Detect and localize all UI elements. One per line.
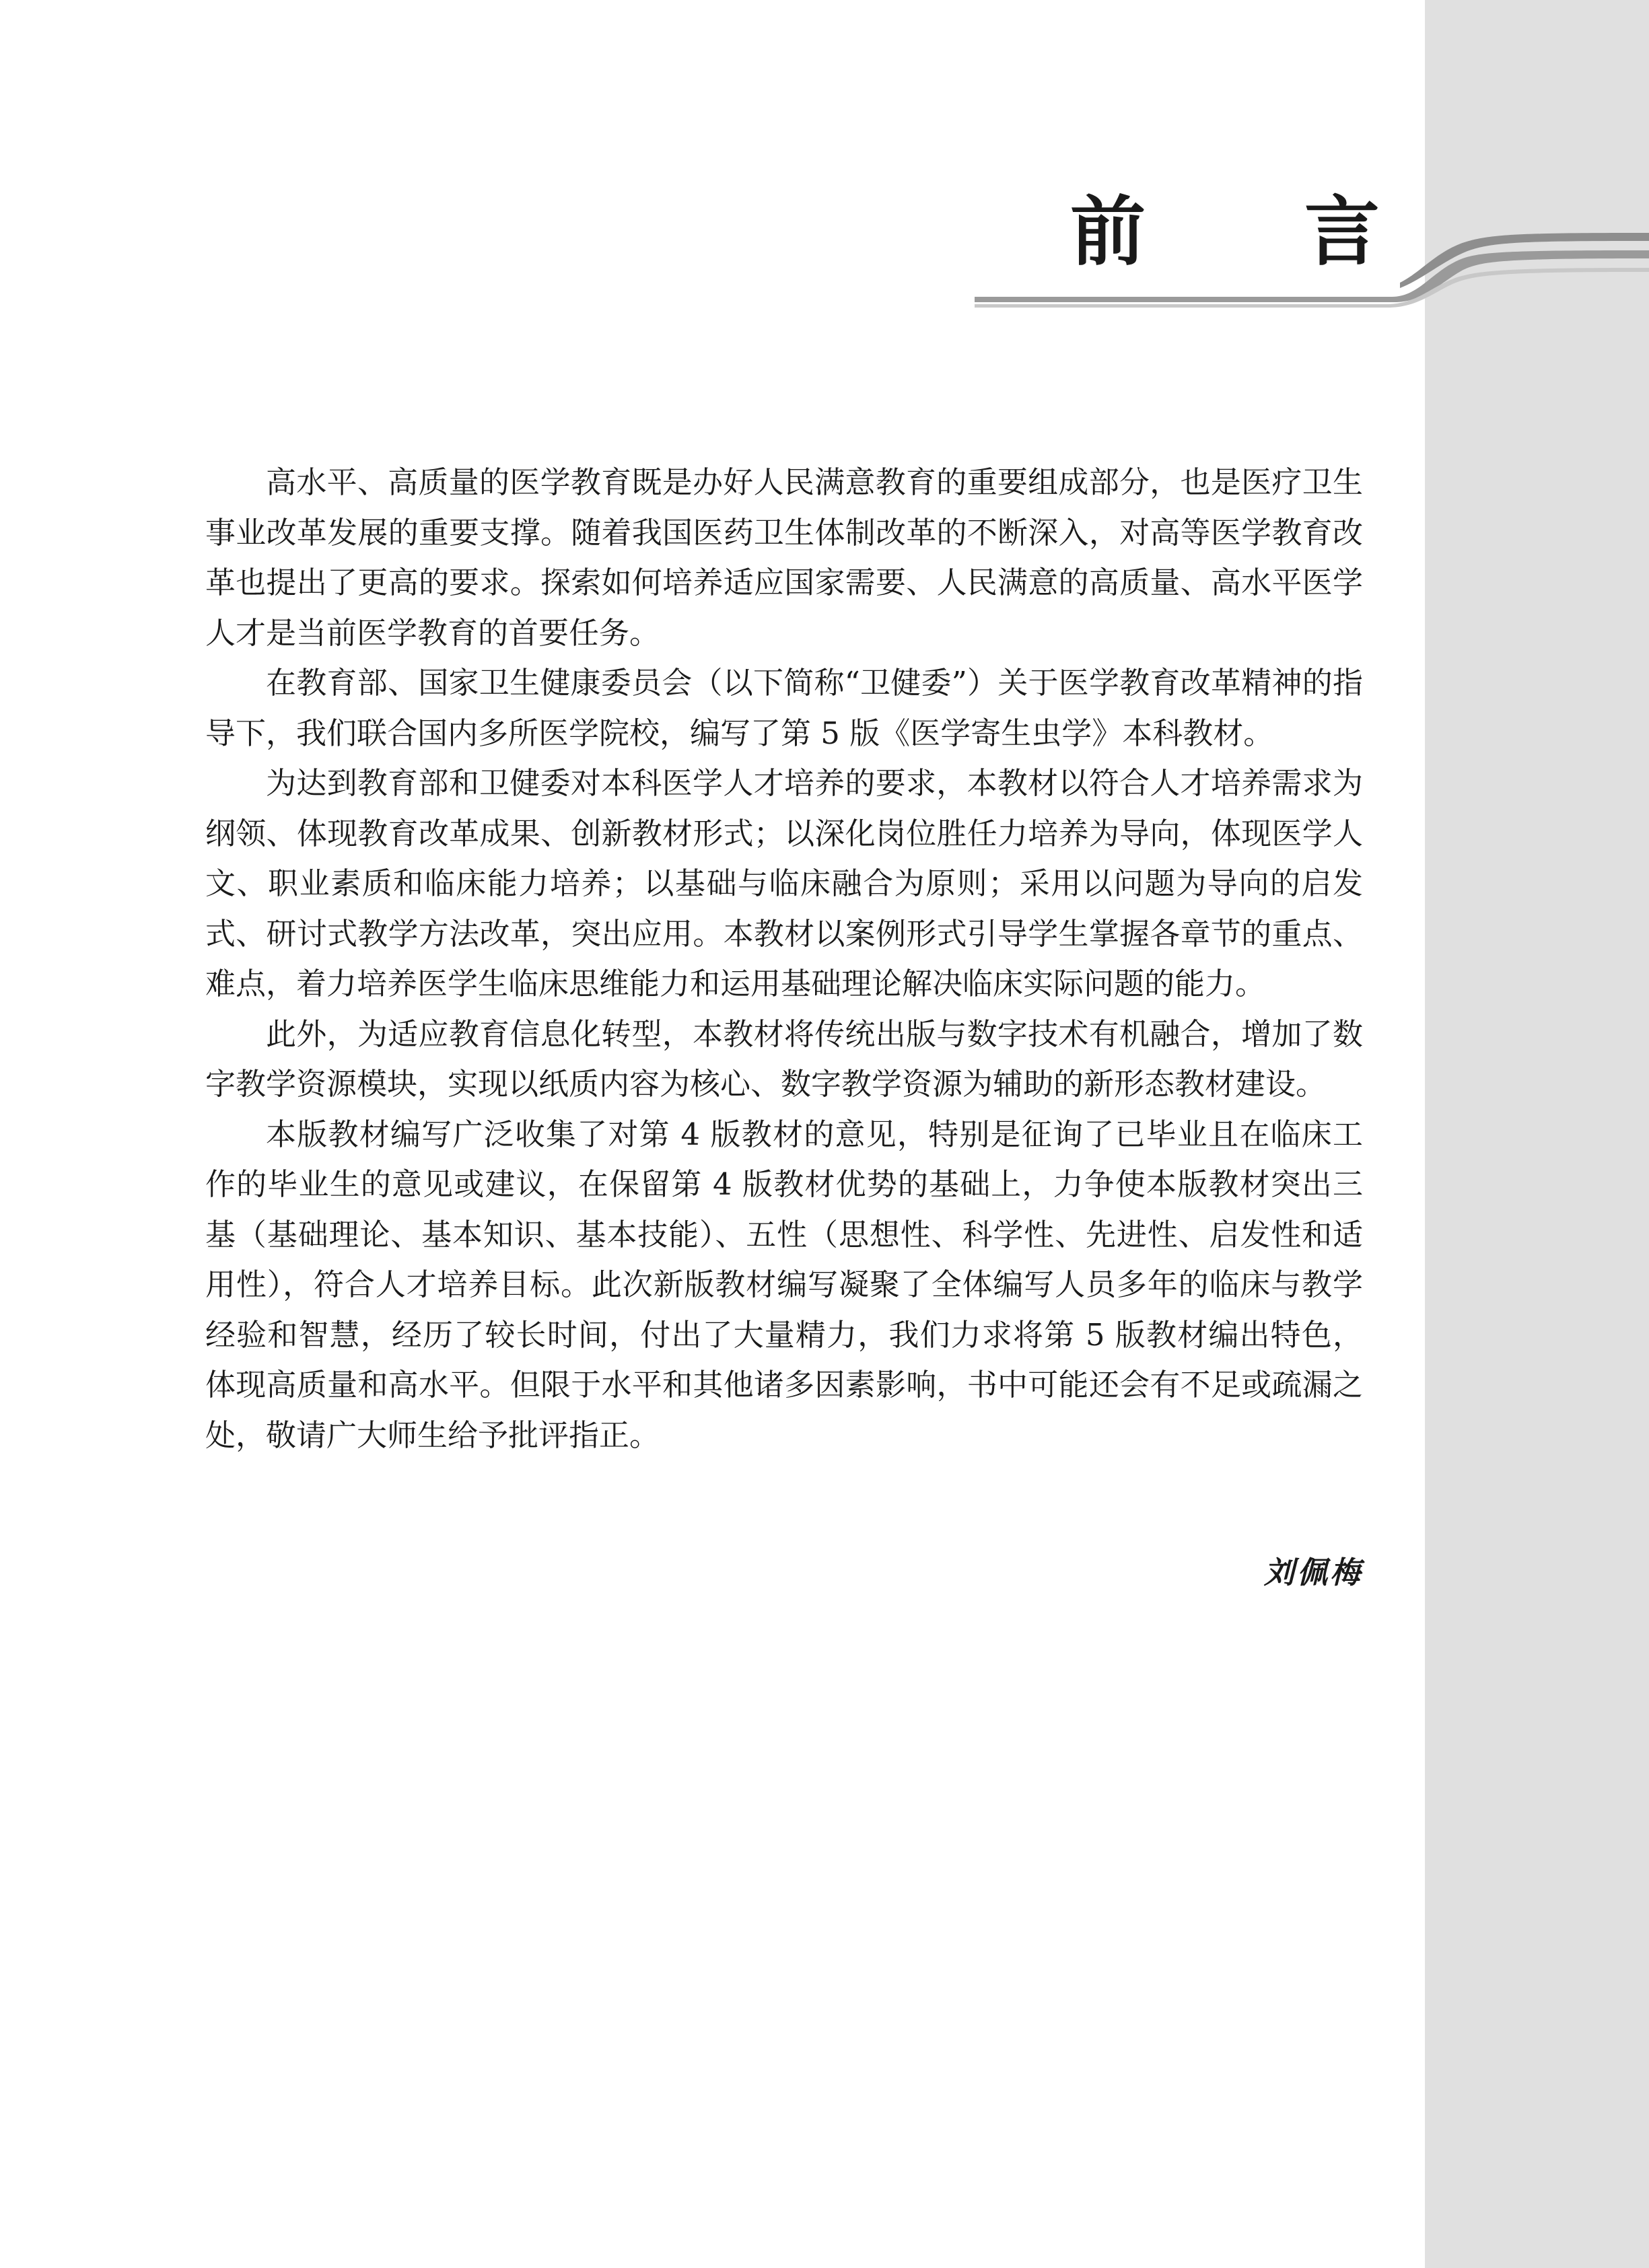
page-title-char-1: 前	[1070, 188, 1146, 276]
paragraph-5: 本版教材编写广泛收集了对第 4 版教材的意见，特别是征询了已毕业且在临床工作的毕业生的意见或建议，在保留第 4 版教材优势的基础上，力争使本版教材突出三基（基础理论、基本知识、基本技能）、五性（思想性、科学性、先进性、启发性和适用性），符合人才培养目标。此次新版教材编写凝聚了全体编写人员多年的临床与教学经验和智慧，经历了较长时间，付出了大量精力，我们力求将第 5 版教材编出特色，体现高质量和高水平。但限于水平和其他诸多因素影响，书中可能还会有不足或疏漏之处，敬请广大师生给予批评指正。	[205, 1116, 1363, 1453]
title-swoosh-decoration	[0, 0, 1649, 323]
paragraph-2: 在教育部、国家卫生健康委员会（以下简称“卫健委”）关于医学教育改革精神的指导下，我们联合国内多所医学院校，编写了第 5 版《医学寄生虫学》本科教材。	[205, 665, 1363, 751]
paragraph-1: 高水平、高质量的医学教育既是办好人民满意教育的重要组成部分，也是医疗卫生事业改革发展的重要支撑。随着我国医药卫生体制改革的不断深入，对高等医学教育改革也提出了更高的要求。探索如何培养适应国家需要、人民满意的高质量、高水平医学人才是当前医学教育的首要任务。	[205, 464, 1363, 651]
paragraph-3: 为达到教育部和卫健委对本科医学人才培养的要求，本教材以符合人才培养需求为纲领、体现教育改革成果、创新教材形式；以深化岗位胜任力培养为导向，体现医学人文、职业素质和临床能力培养；以基础与临床融合为原则；采用以问题为导向的启发式、研讨式教学方法改革，突出应用。本教材以案例形式引导学生掌握各章节的重点、难点，着力培养医学生临床思维能力和运用基础理论解决临床实际问题的能力。	[205, 765, 1363, 1001]
page-title	[1070, 182, 1380, 283]
paragraph-4: 此外，为适应教育信息化转型，本教材将传统出版与数字技术有机融合，增加了数字教学资源模块，实现以纸质内容为核心、数字教学资源为辅助的新形态教材建设。	[205, 1016, 1363, 1102]
page-title-char-2: 言	[1304, 188, 1380, 276]
side-band	[1425, 0, 1649, 2268]
preface-body	[205, 458, 1363, 1460]
author-signature: 刘佩梅	[1263, 1555, 1363, 1590]
